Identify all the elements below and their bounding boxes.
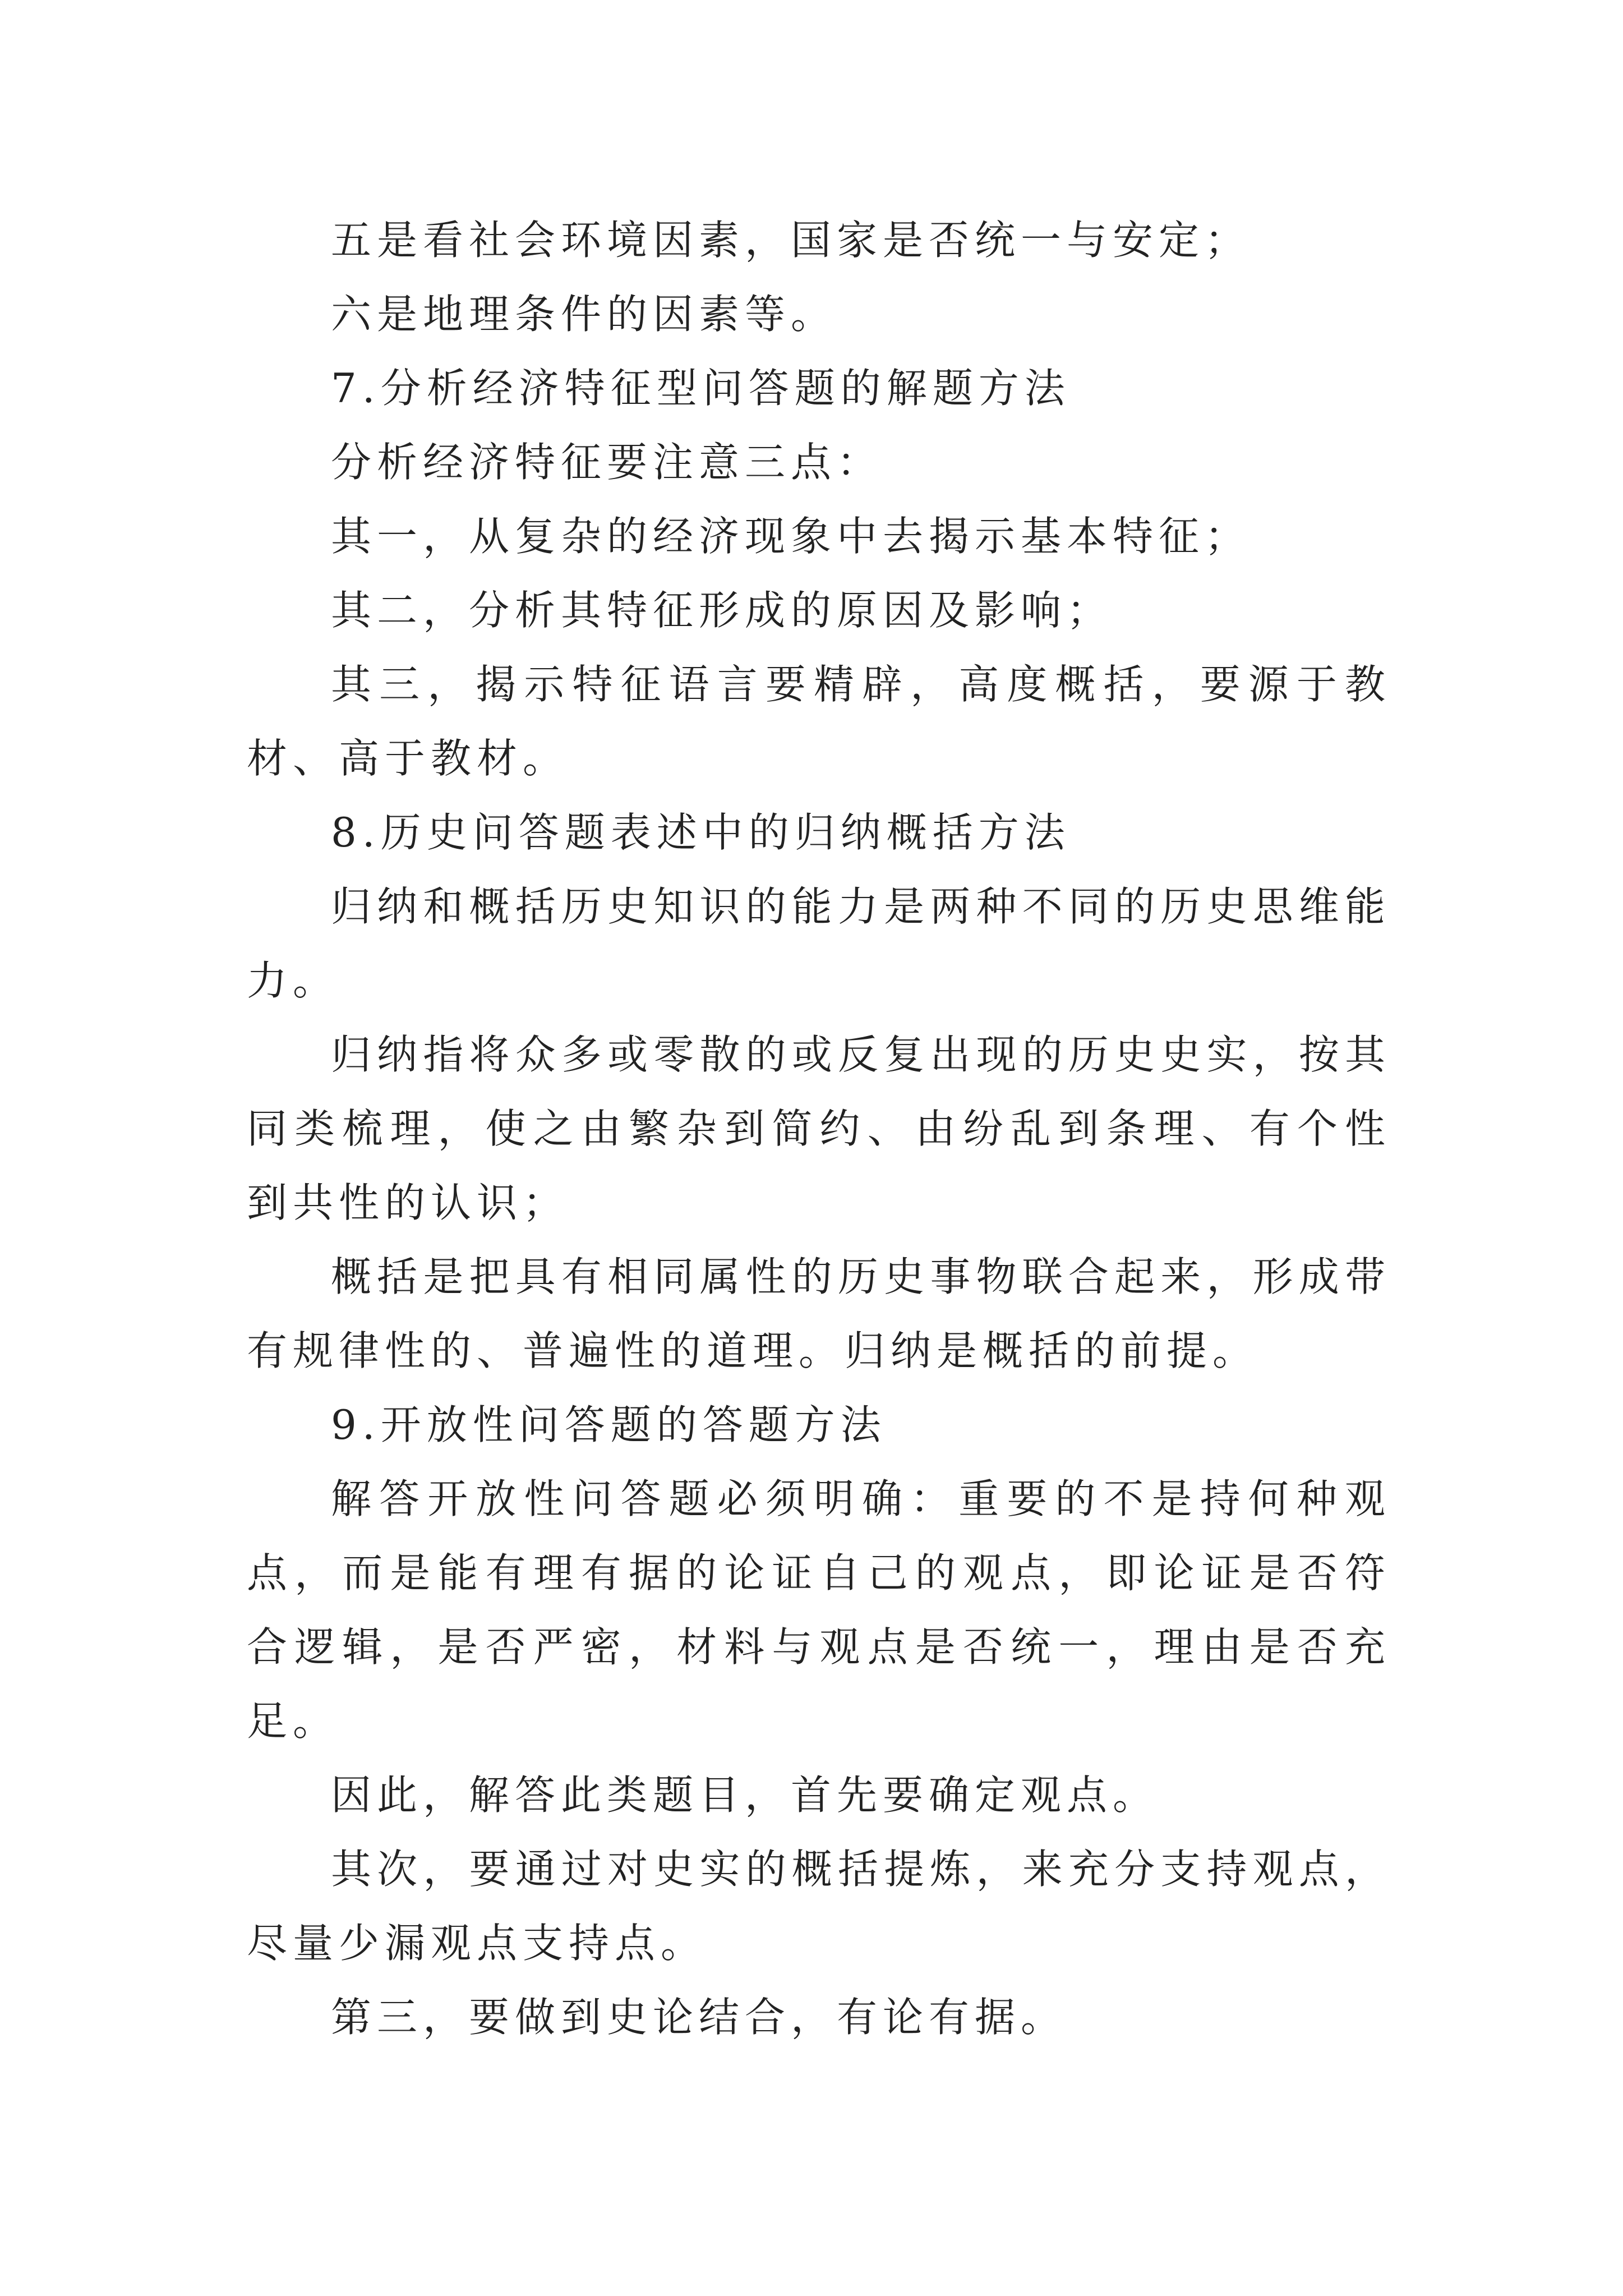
section-heading: 8.历史问答题表述中的归纳概括方法 (331, 809, 1071, 856)
paragraph: 其次，要通过对史实的概括提炼，来充分支持观点，尽量少漏观点支持点。 (247, 1846, 1391, 1967)
paragraph: 六是地理条件的因素等。 (331, 291, 837, 338)
document-body (247, 203, 1391, 2054)
paragraph: 五是看社会环境因素，国家是否统一与安定； (331, 217, 1251, 264)
paragraph: 概括是把具有相同属性的历史事物联合起来，形成带有规律性的、普遍性的道理。归纳是概括的前提。 (247, 1253, 1391, 1374)
paragraph: 因此，解答此类题目，首先要确定观点。 (331, 1772, 1159, 1819)
paragraph: 第三，要做到史论结合，有论有据。 (331, 1994, 1067, 2041)
section-heading: 7.分析经济特征型问答题的解题方法 (331, 365, 1071, 412)
paragraph: 归纳指将众多或零散的或反复出现的历史史实，按其同类梳理，使之由繁杂到简约、由纷乱到条理、有个性到共性的认识； (247, 1031, 1391, 1226)
paragraph: 归纳和概括历史知识的能力是两种不同的历史思维能力。 (247, 883, 1391, 1004)
paragraph: 其三，揭示特征语言要精辟，高度概括，要源于教材、高于教材。 (247, 661, 1391, 782)
paragraph: 其一，从复杂的经济现象中去揭示基本特征； (331, 513, 1251, 560)
paragraph: 其二，分析其特征形成的原因及影响； (331, 587, 1113, 634)
paragraph: 解答开放性问答题必须明确：重要的不是持何种观点，而是能有理有据的论证自己的观点，即论证是否符合逻辑，是否严密，材料与观点是否统一，理由是否充足。 (247, 1475, 1391, 1745)
paragraph: 分析经济特征要注意三点： (331, 439, 883, 486)
section-heading: 9.开放性问答题的答题方法 (331, 1401, 887, 1448)
